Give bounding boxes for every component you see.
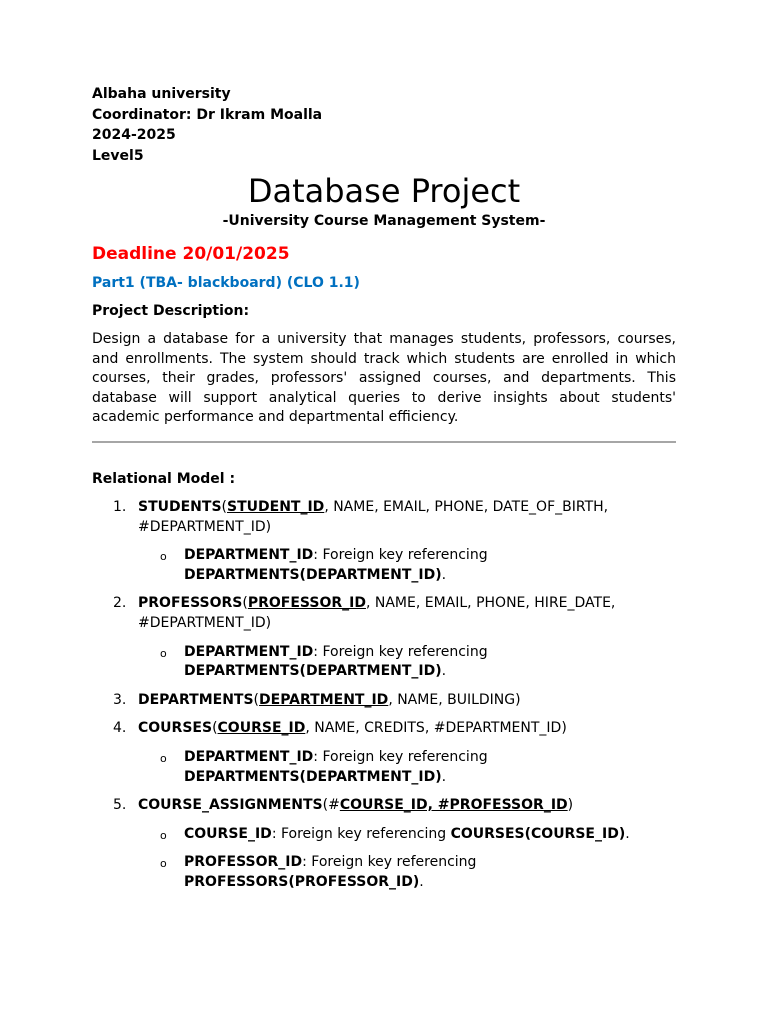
foreign-key-text: : Foreign key referencing [313,547,488,564]
relation-open: ( [212,720,218,737]
relation-open: ( [221,498,228,515]
relation-attributes: ) [567,797,574,814]
relation-name: COURSES [138,720,213,737]
primary-key: PROFESSOR_ID [247,595,366,612]
deadline-heading: Deadline 20/01/2025 [92,244,290,264]
foreign-key-reference: DEPARTMENTS(DEPARTMENT_ID) [184,663,442,680]
document-page [92,84,676,901]
foreign-key-end: . [441,768,447,785]
document-subtitle: -University Course Management System- [222,213,546,229]
list-number: 1. [113,498,127,515]
institution-name: Albaha university [92,86,231,102]
relation-name: PROFESSORS [138,595,243,612]
foreign-key-item [92,546,676,585]
relation-attributes: , NAME, CREDITS, #DEPARTMENT_ID) [305,720,567,737]
foreign-key-text: : Foreign key referencing [313,748,488,765]
foreign-key-end: . [441,663,447,680]
foreign-key-reference: COURSES(COURSE_ID) [450,825,626,842]
course-level: Level5 [92,147,144,164]
relational-model-list [92,498,676,893]
foreign-key-reference: DEPARTMENTS(DEPARTMENT_ID) [184,768,442,785]
foreign-key-end: . [441,566,447,583]
relation-item [92,594,676,633]
description-paragraph: Design a database for a university that manages students, professors, courses, and enrollments. The system should track which students are enrolled in which courses, their grades, professors' assigned courses, and departments. This database will support analytical queries to derive insights about students' academic performance and departmental efficiency. [92,331,676,426]
circle-bullet-icon: o [160,751,167,765]
coordinator-line: Coordinator: Dr Ikram Moalla [92,106,323,123]
relation-name: DEPARTMENTS [138,691,254,708]
relation-name: COURSE_ASSIGNMENTS [138,797,323,814]
circle-bullet-icon: o [160,857,167,871]
foreign-key-item [92,643,676,682]
circle-bullet-icon: o [160,828,167,842]
relation-item [92,719,676,739]
foreign-key-text: : Foreign key referencing [271,825,451,842]
document-title: Database Project [247,172,521,210]
foreign-key-end: . [625,825,630,842]
horizontal-divider [92,441,676,443]
relation-item [92,796,676,816]
foreign-key-item [92,748,676,787]
foreign-key-item [92,853,676,892]
foreign-key-end: . [419,873,424,890]
foreign-key-field: DEPARTMENT_ID [184,643,314,660]
foreign-key-field: DEPARTMENT_ID [184,547,314,564]
primary-key: COURSE_ID, #PROFESSOR_ID [339,797,568,814]
circle-bullet-icon: o [160,646,167,660]
relation-open: (# [322,797,340,814]
relation-open: ( [242,595,248,612]
foreign-key-text: : Foreign key referencing [302,854,477,871]
foreign-key-field: COURSE_ID [184,825,272,842]
foreign-key-reference: PROFESSORS(PROFESSOR_ID) [184,873,420,890]
relation-attributes: , NAME, EMAIL, PHONE, DATE_OF_BIRTH, #DEPARTMENT_ID) [138,498,609,535]
list-number: 4. [113,720,127,737]
primary-key: COURSE_ID [217,720,306,737]
academic-year: 2024-2025 [92,127,176,143]
relation-attributes: , NAME, EMAIL, PHONE, HIRE_DATE, #DEPARTMENT_ID) [138,595,616,631]
relation-item [92,691,676,711]
part-heading: Part1 (TBA- blackboard) (CLO 1.1) [92,275,360,291]
list-number: 5. [113,797,127,814]
relation-open: ( [253,691,260,708]
foreign-key-text: : Foreign key referencing [313,643,488,660]
foreign-key-field: DEPARTMENT_ID [184,748,314,765]
list-number: 3. [113,691,127,708]
foreign-key-reference: DEPARTMENTS(DEPARTMENT_ID) [184,566,442,583]
circle-bullet-icon: o [160,550,167,564]
relation-item [92,498,676,537]
foreign-key-field: PROFESSOR_ID [184,854,303,871]
primary-key: STUDENT_ID [227,498,325,515]
foreign-key-item [92,825,676,845]
relation-name: STUDENTS [138,498,222,515]
relational-model-heading: Relational Model : [92,470,236,487]
relation-attributes: , NAME, BUILDING) [388,691,521,708]
description-heading: Project Description: [92,303,250,319]
primary-key: DEPARTMENT_ID [259,691,389,708]
list-number: 2. [113,595,127,612]
